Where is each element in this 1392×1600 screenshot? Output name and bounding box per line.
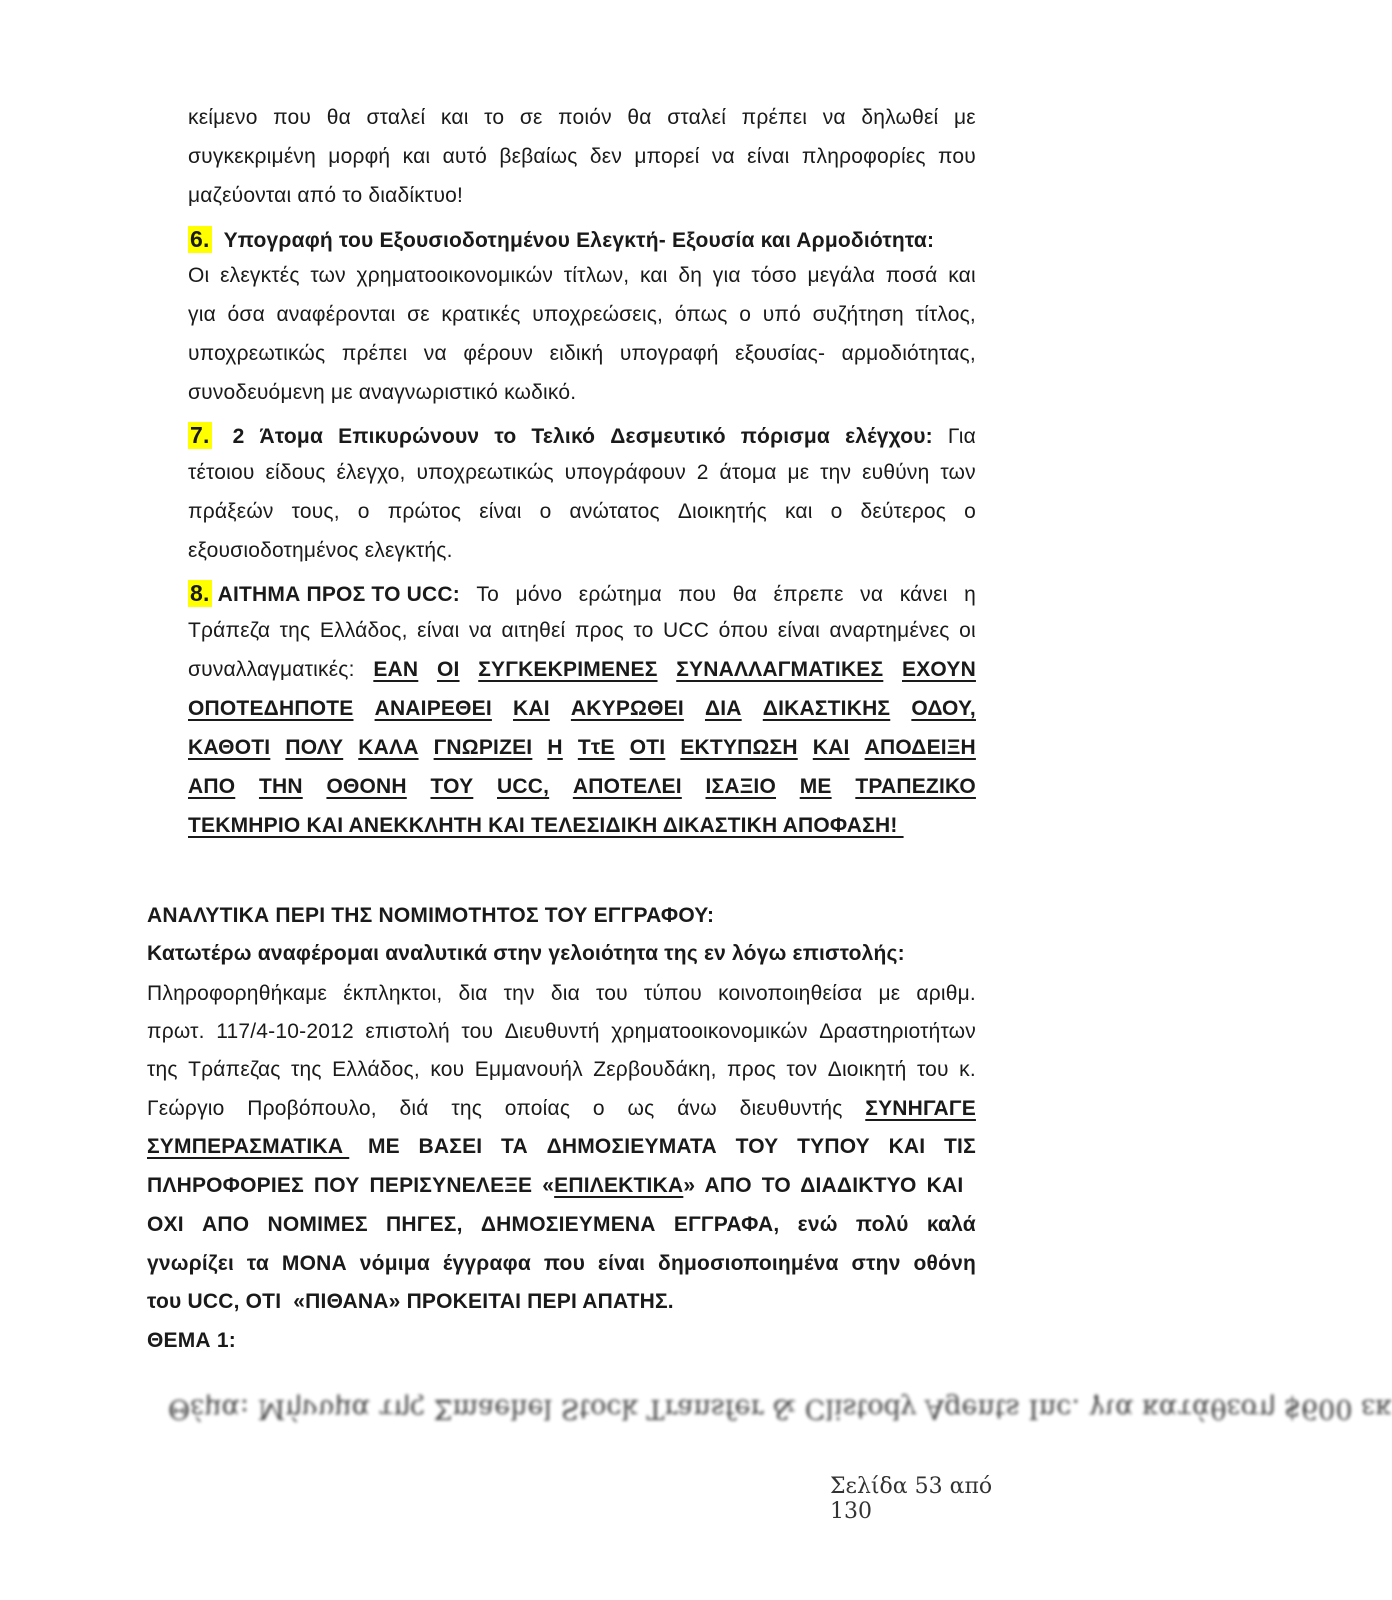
item8-line-4 <box>188 736 976 760</box>
word: το <box>633 619 654 642</box>
word: φέρουν <box>463 342 534 365</box>
word: ΤΗΝ <box>258 775 303 798</box>
word: Πληροφορηθήκαμε <box>147 982 328 1005</box>
section-line-3 <box>147 1058 976 1082</box>
section-l6-b: » ΑΠΟ ΤΟ ΔΙΑΔΙΚΤΥΟ ΚΑΙ <box>683 1174 964 1197</box>
word: της <box>279 619 311 642</box>
section-line-8 <box>147 1252 976 1276</box>
word: ΑΚΥΡΩΘΕΙ <box>570 697 684 720</box>
item7-heading <box>188 422 976 449</box>
word: μορφή <box>328 145 391 168</box>
word: Διοικητή <box>827 1058 907 1081</box>
theme-heading <box>147 1329 236 1353</box>
word: και <box>402 145 431 168</box>
item6-line-2 <box>188 303 976 327</box>
word: 2 <box>696 461 709 484</box>
word: δη <box>678 264 703 287</box>
word: ΙΣΑΞΙΟ <box>705 775 776 798</box>
word: Διευθυντή <box>504 1020 600 1043</box>
word: για <box>188 303 216 326</box>
word: και <box>639 264 668 287</box>
section-l5-underlined: ΣΥΜΠΕΡΑΣΜΑΤΙΚΑ <box>147 1135 350 1158</box>
word: άτομα <box>719 461 777 484</box>
word: ΚΑΘΟΤΙ <box>188 736 271 759</box>
word: δεύτερος <box>860 500 947 523</box>
item8-l2-w0: ΕΑΝ <box>373 658 419 681</box>
word: μπορεί <box>634 145 700 168</box>
item6-line-4-text: συνοδευόμενη με αναγνωριστικό κωδικό. <box>188 381 577 404</box>
word: ΓΝΩΡΙΖΕΙ <box>433 736 533 759</box>
intro-line-3 <box>188 184 463 208</box>
word: UCC <box>663 619 710 642</box>
word: να <box>822 106 846 129</box>
word: ΚΑΙ <box>812 736 850 759</box>
item8-line-1 <box>188 619 976 643</box>
word: καλά <box>926 1213 976 1236</box>
item7-number: 7. <box>190 422 210 448</box>
word: αιτηθεί <box>501 619 566 642</box>
item8-heading-lead <box>188 580 460 607</box>
word: Οι <box>188 264 210 287</box>
word: ΟΠΟΤΕΔΗΠΟΤΕ <box>188 697 354 720</box>
item7-heading-w6: πόρισμα <box>740 425 831 448</box>
item8-line-5 <box>188 775 976 799</box>
word: Εμμανουήλ <box>474 1058 583 1081</box>
word: υπογραφή <box>619 342 719 365</box>
word: των <box>940 461 976 484</box>
word: ΟΤΙ <box>629 736 666 759</box>
section-line-1 <box>147 982 976 1006</box>
item8-l0-w3: που <box>678 583 717 606</box>
word: τα <box>246 1252 270 1275</box>
word: ΤΟΥ <box>430 775 474 798</box>
word: τίτλος, <box>915 303 976 326</box>
item7-line-2 <box>188 500 976 524</box>
section-l5-w3: ΔΗΜΟΣΙΕΥΜΑΤΑ <box>546 1135 717 1158</box>
word: ευθύνη <box>862 461 930 484</box>
word: κείμενο <box>188 106 258 129</box>
section-l4-w3: της <box>451 1097 483 1120</box>
word: τύπου <box>643 982 702 1005</box>
word: όσα <box>227 303 265 326</box>
intro-line-1 <box>188 106 976 130</box>
word: να <box>711 145 735 168</box>
word: αναρτημένες <box>829 619 950 642</box>
word: έλεγχο, <box>336 461 406 484</box>
section-subtitle <box>147 942 905 966</box>
word: είναι <box>479 500 522 523</box>
word: 117/4-10-2012 <box>216 1020 354 1043</box>
section-l6-underlined: ΕΠΙΛΕΚΤΙΚΑ <box>554 1174 684 1197</box>
item7-heading-w2: Επικυρώνουν <box>338 425 480 448</box>
word: με <box>954 106 976 129</box>
item6-line-3 <box>188 342 976 366</box>
word: με <box>787 461 810 484</box>
word: ΔΗΜΟΣΙΕΥΜΕΝΑ <box>480 1213 656 1236</box>
word: μεγάλα <box>807 264 876 287</box>
word: πράξεών <box>188 500 274 523</box>
section-line-2 <box>147 1020 976 1044</box>
section-title-text: ΑΝΑΛΥΤΙΚΑ ΠΕΡΙ ΤΗΣ ΝΟΜΙΜΟΤΗΤΟΣ ΤΟΥ ΕΓΓΡΑΦΟΥ: <box>147 904 715 927</box>
word: ΔΙΑ <box>704 697 742 720</box>
word: ΑΠΟ <box>188 775 236 798</box>
item8-line-3 <box>188 697 976 721</box>
word: οι <box>959 619 976 642</box>
section-l4-w8: διευθυντής <box>739 1097 843 1120</box>
intro-line-3-text: μαζεύονται από το διαδίκτυο! <box>188 184 464 207</box>
word: ελεγκτές <box>220 264 300 287</box>
word: ΟΧΙ <box>147 1213 184 1236</box>
section-l5-w6: ΚΑΙ <box>888 1135 926 1158</box>
word: πολύ <box>855 1213 909 1236</box>
item8-heading-text: ΑΙΤΗΜΑ ΠΡΟΣ ΤΟ UCC: <box>217 583 460 606</box>
word: οθόνη <box>913 1252 976 1275</box>
word: ΑΠΟ <box>202 1213 250 1236</box>
word: την <box>820 461 852 484</box>
word: προς <box>727 1058 777 1081</box>
word: δεν <box>589 145 623 168</box>
word: ο <box>830 500 843 523</box>
word: κου <box>430 1058 465 1081</box>
word: σε <box>519 106 543 129</box>
word: ΠΗΓΕΣ, <box>386 1213 463 1236</box>
word: για <box>712 264 741 287</box>
word: στην <box>851 1252 901 1275</box>
word: υποχρεωτικώς <box>416 461 554 484</box>
word: ειδική <box>549 342 604 365</box>
word: ΠΟΛΥ <box>285 736 344 759</box>
word: ΑΠΟΔΕΙΞΗ <box>864 736 976 759</box>
word: χρηματοοικονομικών <box>611 1020 808 1043</box>
word: ΑΝΑΙΡΕΘΕΙ <box>374 697 492 720</box>
word: δια <box>550 982 580 1005</box>
word: ΔΙΚΑΣΤΙΚΗΣ <box>762 697 891 720</box>
word: που <box>273 106 312 129</box>
section-l4-w0: Γεώργιο <box>147 1097 225 1120</box>
word: ΕΚΤΥΠΩΣΗ <box>680 736 798 759</box>
section-subtitle-text: Κατωτέρω αναφέρομαι αναλυτικά στην γελοιότητα της εν λόγω επιστολής: <box>147 942 905 965</box>
word: ποιόν <box>558 106 612 129</box>
word: να <box>468 619 493 642</box>
word: θα <box>326 106 351 129</box>
word: να <box>423 342 447 365</box>
item7-heading-w0: 2 <box>232 425 245 448</box>
item8-line-6 <box>188 814 904 838</box>
word: εξουσίας- <box>735 342 826 365</box>
word: UCC, <box>497 775 550 798</box>
section-line-5 <box>147 1135 976 1159</box>
word: Ελλάδος, <box>319 619 408 642</box>
item7-heading-w7: ελέγχου: <box>845 425 933 448</box>
item8-l0-w5: έπρεπε <box>773 583 844 606</box>
section-l4-w1: Προβόπουλο, <box>247 1097 377 1120</box>
word: προς <box>574 619 624 642</box>
word: ΝΟΜΙΜΕΣ <box>267 1213 368 1236</box>
word: σε <box>407 303 430 326</box>
item8-heading <box>188 580 976 607</box>
word: Ελλάδος, <box>332 1058 420 1081</box>
word: αναφέρονται <box>276 303 396 326</box>
word: ΤΡΑΠΕΖΙΚΟ <box>855 775 976 798</box>
word: είναι <box>597 1252 646 1275</box>
word: Τράπεζας <box>188 1058 281 1081</box>
word: υποχρεωτικώς <box>188 342 326 365</box>
word: γνωρίζει <box>147 1252 234 1275</box>
word: ανώτατος <box>569 500 660 523</box>
item8-l0-w4: θα <box>732 583 757 606</box>
item7-heading-w4: Τελικό <box>531 425 596 448</box>
word: Η <box>547 736 563 759</box>
blurred-image-caption: Θέμα: Μήνυμα της Σmaehel Stock Transfer & Clistody Agents Inc. για κατάθεση $600 εκ <box>168 1393 1392 1424</box>
word: θα <box>627 106 652 129</box>
item7-line-3-text: εξουσιοδοτημένος ελεγκτής. <box>188 539 453 562</box>
word: ποσά <box>885 264 938 287</box>
word: συζήτηση <box>812 303 904 326</box>
item6-heading-text: Υπογραφή του Εξουσιοδοτημένου Ελεγκτή- Εξουσία και Αρμοδιότητα: <box>223 229 935 252</box>
word: πρώτος <box>387 500 462 523</box>
section-l4-w7: άνω <box>677 1097 717 1120</box>
section-title <box>147 904 714 928</box>
word: ΟΔΟΥ, <box>911 697 976 720</box>
item6-heading <box>188 226 934 253</box>
word: της <box>147 1058 178 1081</box>
word: ΑΠΟΤΕΛΕΙ <box>572 775 682 798</box>
intro-line-2 <box>188 145 976 169</box>
word: πρωτ. <box>147 1020 205 1043</box>
section-line-9 <box>147 1290 674 1314</box>
section-l4-underlined: ΣΥΝΗΓΑΓΕ <box>865 1097 976 1120</box>
word: του <box>916 1058 949 1081</box>
word: επιστολή <box>365 1020 450 1043</box>
word: που <box>938 145 976 168</box>
page-number: Σελίδα 53 από 130 <box>830 1474 993 1524</box>
word: ο <box>539 500 552 523</box>
section-l4-w2: διά <box>399 1097 429 1120</box>
word: ΟΘΟΝΗ <box>326 775 407 798</box>
word: σταλεί <box>366 106 426 129</box>
word: ΕΓΓΡΑΦΑ, <box>673 1213 780 1236</box>
word: είναι <box>417 619 460 642</box>
word: Δραστηριοτήτων <box>819 1020 976 1043</box>
word: ο <box>739 303 752 326</box>
word: των <box>310 264 346 287</box>
item6-number: 6. <box>190 226 210 252</box>
item8-l0-w6: να <box>860 583 884 606</box>
section-l4-w6: ως <box>627 1097 655 1120</box>
word: υποχρεώσεις, <box>532 303 664 326</box>
word: συγκεκριμένη <box>188 145 316 168</box>
section-l5-w5: ΤΥΠΟΥ <box>797 1135 870 1158</box>
section-l4-w5: ο <box>592 1097 605 1120</box>
item6-line-1 <box>188 264 976 288</box>
item6-line-4 <box>188 381 576 405</box>
word: ΚΑΙ <box>513 697 550 720</box>
word: και <box>948 264 976 287</box>
word: αριθμ. <box>916 982 976 1005</box>
item8-line-2-plain: συναλλαγματικές: <box>188 658 355 681</box>
item8-l2-w3: ΣΥΝΑΛΛΑΓΜΑΤΙΚΕΣ <box>676 658 884 681</box>
word: αρμοδιότητας, <box>841 342 976 365</box>
word: δημοσιοποιημένα <box>658 1252 839 1275</box>
word: υπό <box>762 303 801 326</box>
word: και <box>784 500 813 523</box>
item8-l0-w7: κάνει <box>899 583 948 606</box>
word: χρηματοοικονομικών <box>356 264 554 287</box>
word: ο <box>357 500 370 523</box>
word: του <box>596 982 628 1005</box>
section-l6-a: ΠΛΗΡΟΦΟΡΙΕΣ ΠΟΥ ΠΕΡΙΣΥΝΕΛΕΞΕ « <box>147 1174 555 1197</box>
word: ΜΕ <box>799 775 832 798</box>
word: νόμιμα <box>359 1252 430 1275</box>
word: όπου <box>718 619 769 642</box>
word: το <box>484 106 505 129</box>
section-line-4 <box>147 1097 976 1121</box>
section-l4-w4: οποίας <box>504 1097 571 1120</box>
word: Τράπεζα <box>188 619 271 642</box>
word: κοινοποιηθείσα <box>718 982 863 1005</box>
word: τον <box>786 1058 818 1081</box>
word: όπως <box>674 303 728 326</box>
item8-number: 8. <box>190 580 210 606</box>
item7-heading-after: Για <box>947 425 976 448</box>
word: δια <box>458 982 488 1005</box>
word: σταλεί <box>667 106 727 129</box>
section-line-6 <box>147 1174 976 1198</box>
word: έκπληκτοι, <box>343 982 443 1005</box>
word: ΚΑΛΑ <box>358 736 419 759</box>
section-l5-w0: ΜΕ <box>367 1135 400 1158</box>
word: της <box>291 1058 322 1081</box>
section-l5-w7: ΤΙΣ <box>944 1135 976 1158</box>
word: την <box>503 982 535 1005</box>
item7-heading-w5: Δεσμευτικό <box>610 425 726 448</box>
word: βεβαίως <box>499 145 578 168</box>
theme-heading-text: ΘΕΜΑ 1: <box>147 1329 236 1352</box>
word: και <box>440 106 469 129</box>
word: είδους <box>265 461 326 484</box>
page-footer <box>830 1474 1010 1524</box>
section-l5-w2: ΤΑ <box>501 1135 528 1158</box>
item7-line-3 <box>188 539 453 563</box>
word: πληροφορίες <box>801 145 926 168</box>
word: ο <box>964 500 976 523</box>
word: πρέπει <box>741 106 808 129</box>
word: που <box>543 1252 585 1275</box>
item8-l2-w2: ΣΥΓΚΕΚΡΙΜΕΝΕΣ <box>478 658 658 681</box>
item8-l0-w0: Το <box>476 583 500 606</box>
word: αυτό <box>442 145 487 168</box>
word: ΜΟΝΑ <box>281 1252 347 1275</box>
word: έγγραφα <box>442 1252 531 1275</box>
word: με <box>878 982 901 1005</box>
word: ενώ <box>797 1213 838 1236</box>
section-line-7 <box>147 1213 976 1237</box>
word: πρέπει <box>341 342 408 365</box>
item8-l0-w1: μόνο <box>515 583 563 606</box>
item7-heading-w3: το <box>494 425 517 448</box>
word: Διοικητής <box>677 500 767 523</box>
word: ΤτΕ <box>577 736 615 759</box>
item8-l0-w8: η <box>964 583 976 606</box>
item8-l2-w1: ΟΙ <box>436 658 460 681</box>
item7-line-1 <box>188 461 976 485</box>
word: υπογράφουν <box>564 461 686 484</box>
word: τέτοιου <box>188 461 255 484</box>
word: είναι <box>777 619 821 642</box>
item8-l2-w4: ΕΧΟΥΝ <box>902 658 976 681</box>
section-l5-w4: ΤΟΥ <box>735 1135 779 1158</box>
word: κρατικές <box>441 303 521 326</box>
word: κ. <box>959 1058 976 1081</box>
word: είναι <box>747 145 790 168</box>
section-line-9-text: του UCC, ΟΤΙ «ΠΙΘΑΝΑ» ΠΡΟΚΕΙΤΑΙ ΠΕΡΙ ΑΠΑΤΗΣ. <box>147 1290 674 1313</box>
item8-line-2 <box>188 658 976 682</box>
word: δηλωθεί <box>861 106 939 129</box>
word: του <box>461 1020 494 1043</box>
item8-l0-w2: ερώτημα <box>578 583 662 606</box>
word: τόσο <box>751 264 797 287</box>
word: τους, <box>291 500 340 523</box>
word: τίτλων, <box>563 264 630 287</box>
item8-line-6-text: ΤΕΚΜΗΡΙΟ ΚΑΙ ΑΝΕΚΚΛΗΤΗ ΚΑΙ ΤΕΛΕΣΙΔΙΚΗ ΔΙΚΑΣΤΙΚΗ ΑΠΟΦΑΣΗ! <box>188 814 904 837</box>
word: Ζερβουδάκη, <box>593 1058 717 1081</box>
item7-heading-w1: Άτομα <box>259 425 324 448</box>
section-l5-w1: ΒΑΣΕΙ <box>418 1135 483 1158</box>
